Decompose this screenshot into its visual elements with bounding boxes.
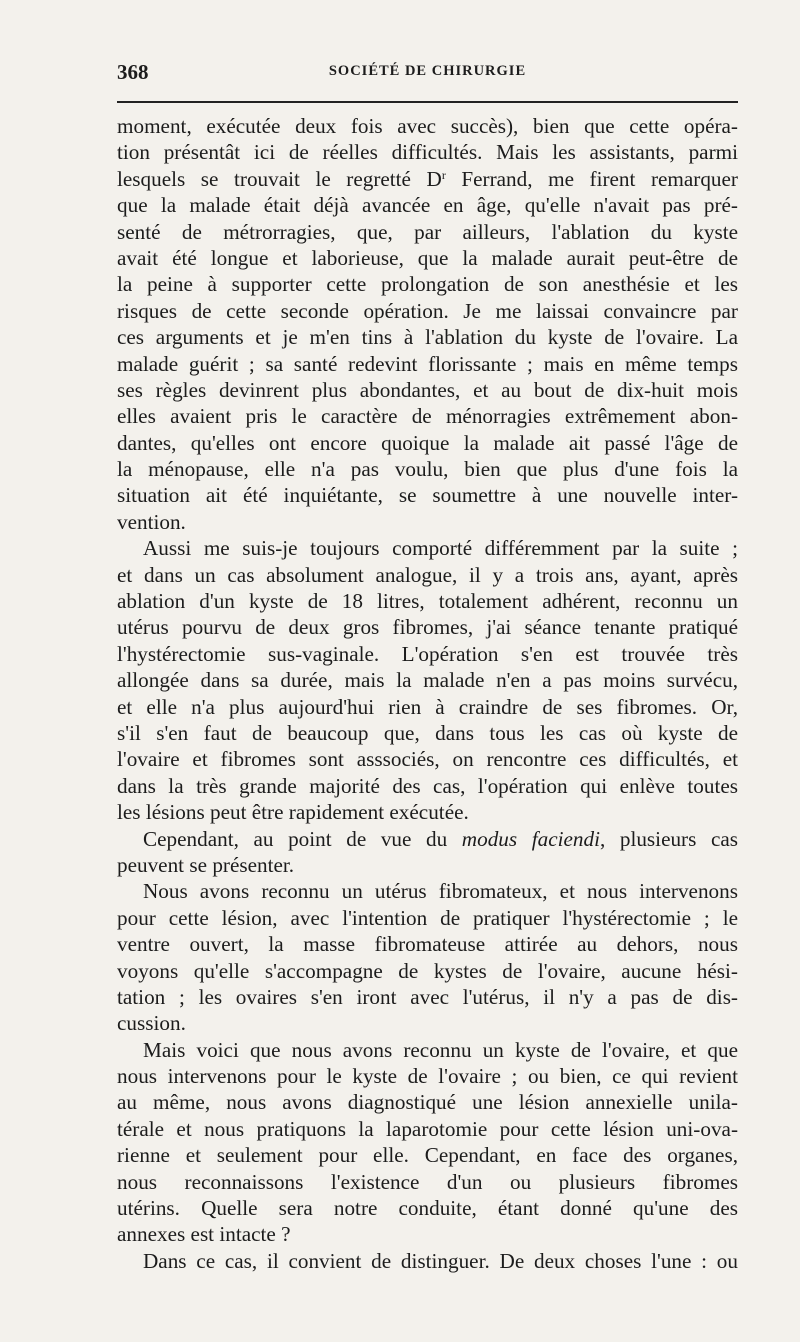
text-line: dantes, qu'elles ont encore quoique la malade ait passé l'âge de — [117, 430, 738, 455]
text-line: la ménopause, elle n'a pas voulu, bien que plus d'une fois la — [117, 457, 738, 482]
paragraph-start: Aussi me suis-je toujours comporté différemment par la suite ; — [143, 536, 738, 561]
text-line: les lésions peut être rapidement exécutée. — [117, 800, 469, 825]
paragraph-start: Cependant, au point de vue du modus faciendi, plusieurs cas — [143, 826, 739, 851]
text-line: l'ovaire et fibromes sont asssociés, on rencontre ces difficultés, et — [117, 747, 738, 772]
text-line: tion présentât ici de réelles difficultés. Mais les assistants, parmi — [117, 140, 738, 165]
text-line: utérus pourvu de deux gros fibromes, j'ai séance tenante pratiqué — [117, 615, 738, 640]
superscript: r — [441, 167, 446, 182]
text-line: au même, nous avons diagnostiqué une lésion annexielle unila- — [117, 1090, 738, 1115]
text-line: ses règles devinrent plus abondantes, et au bout de dix-huit mois — [117, 377, 738, 402]
page-number: 368 — [117, 60, 149, 84]
text-line: situation ait été inquiétante, se soumettre à une nouvelle inter- — [117, 483, 738, 508]
text-line: allongée dans sa durée, mais la malade n'en a pas moins survécu, — [117, 668, 738, 693]
text-line: ablation d'un kyste de 18 litres, totalement adhérent, reconnu un — [117, 589, 738, 614]
header-rule — [117, 101, 738, 103]
text-line: et dans un cas absolument analogue, il y a trois ans, ayant, après — [117, 562, 738, 587]
running-head: SOCIÉTÉ DE CHIRURGIE — [328, 63, 527, 79]
paragraph-start: Mais voici que nous avons reconnu un kyste de l'ovaire, et que — [143, 1037, 738, 1062]
text-line: annexes est intacte ? — [117, 1222, 291, 1247]
text-line: peuvent se présenter. — [117, 852, 295, 877]
text-line: ventre ouvert, la masse fibromateuse attirée au dehors, nous — [117, 932, 738, 957]
text-line: vention. — [117, 509, 186, 534]
text-line: utérins. Quelle sera notre conduite, étant donné qu'une des — [117, 1196, 738, 1221]
text-line: la peine à supporter cette prolongation de son anesthésie et les — [117, 272, 738, 297]
paragraph-start: Nous avons reconnu un utérus fibromateux, et nous intervenons — [143, 879, 738, 904]
text-line: nous reconnaissons l'existence d'un ou plusieurs fibromes — [117, 1169, 738, 1194]
paragraph-start: Dans ce cas, il convient de distinguer. De deux choses l'une : ou — [143, 1248, 738, 1273]
text-line: dans la très grande majorité des cas, l'opération qui enlève toutes — [117, 773, 738, 798]
text-line: ces arguments et je m'en tins à l'ablation du kyste de l'ovaire. La — [117, 325, 738, 350]
text-line: tation ; les ovaires s'en iront avec l'utérus, il n'y a pas de dis- — [117, 984, 738, 1009]
text-line: pour cette lésion, avec l'intention de pratiquer l'hystérectomie ; le — [117, 905, 738, 930]
text-line: s'il s'en faut de beaucoup que, dans tous les cas où kyste de — [117, 720, 738, 745]
text-line: lesquels se trouvait le regretté $D^r$ Ferrand, me firent remarquer — [117, 166, 738, 191]
text-line: nous intervenons pour le kyste de l'ovaire ; ou bien, ce qui revient — [117, 1064, 738, 1089]
text-line: térale et nous pratiquons la laparotomie pour cette lésion uni-ova- — [117, 1116, 738, 1141]
text-line: et elle n'a plus aujourd'hui rien à craindre de ses fibromes. Or, — [117, 694, 738, 719]
page-header — [117, 60, 738, 90]
body-text — [117, 113, 738, 1274]
text-line: avait été longue et laborieuse, que la malade aurait peut-être de — [117, 245, 738, 270]
text-line: malade guérit ; sa santé redevint florissante ; mais en même temps — [117, 351, 738, 376]
text-line: voyons qu'elle s'accompagne de kystes de l'ovaire, aucune hési- — [117, 958, 738, 983]
text-line: l'hystérectomie sus-vaginale. L'opération s'en est trouvée très — [117, 641, 738, 666]
text-line: senté de métrorragies, que, par ailleurs, l'ablation du kyste — [117, 219, 738, 244]
text-line: moment, exécutée deux fois avec succès), bien que cette opéra- — [117, 114, 738, 138]
text-line: risques de cette seconde opération. Je me laissai convaincre par — [117, 298, 738, 323]
text-line: elles avaient pris le caractère de ménorragies extrêmement abon- — [117, 404, 738, 429]
text-line: que la malade était déjà avancée en âge, qu'elle n'avait pas pré- — [117, 193, 738, 218]
italic-phrase: modus faciendi — [461, 826, 600, 851]
text-line: rienne et seulement pour elle. Cependant, en face des organes, — [117, 1143, 738, 1168]
text-line: cussion. — [117, 1011, 186, 1036]
